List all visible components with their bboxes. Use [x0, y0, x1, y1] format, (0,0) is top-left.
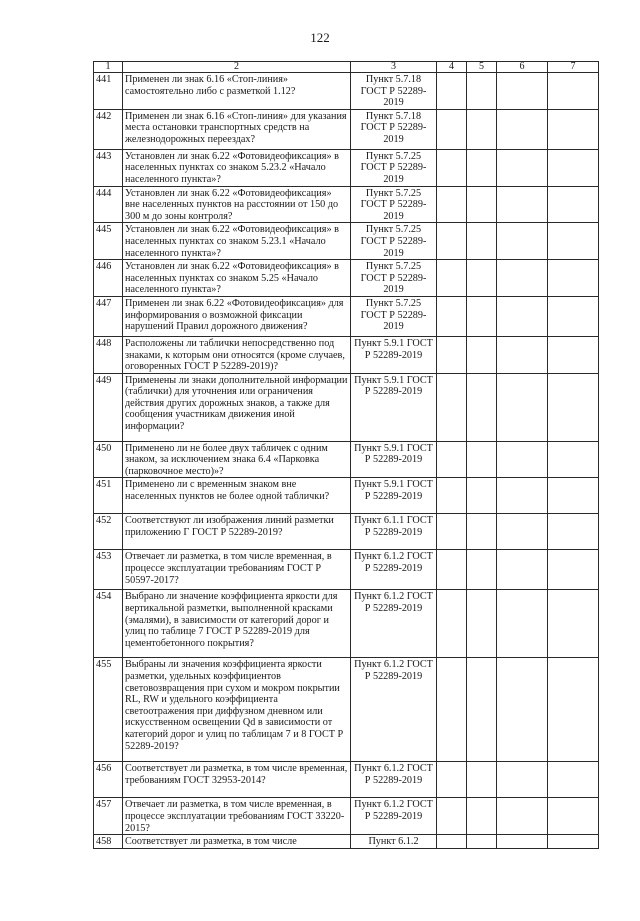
row-number: 452	[94, 514, 123, 550]
normative-reference: Пункт 6.1.2 ГОСТ Р 52289-2019	[351, 550, 437, 590]
answer-cell-col-5[interactable]	[467, 514, 497, 550]
answer-cell-col-6[interactable]	[497, 186, 548, 223]
answer-cell-col-5[interactable]	[467, 296, 497, 336]
answer-cell-col-4[interactable]	[437, 336, 467, 373]
normative-reference: Пункт 6.1.1 ГОСТ Р 52289-2019	[351, 514, 437, 550]
row-number: 451	[94, 478, 123, 514]
table-row	[94, 798, 599, 835]
answer-cell-col-5[interactable]	[467, 478, 497, 514]
normative-reference: Пункт 6.1.2 ГОСТ Р 52289-2019	[351, 590, 437, 658]
requirement-question: Установлен ли знак 6.22 «Фотовидеофиксация» вне населенных пунктов на расстоянии от 150 до 300 м до зоны контроля?	[123, 186, 351, 223]
normative-reference: Пункт 5.9.1 ГОСТ Р 52289-2019	[351, 441, 437, 478]
table-row	[94, 441, 599, 478]
row-number: 455	[94, 658, 123, 762]
answer-cell-col-7[interactable]	[548, 373, 599, 441]
requirement-question: Установлен ли знак 6.22 «Фотовидеофиксация» в населенных пунктах со знаком 5.23.2 «Начало населенного пункта»?	[123, 149, 351, 186]
answer-cell-col-6[interactable]	[497, 798, 548, 835]
requirement-question: Применены ли знаки дополнительной информации (таблички) для уточнения или ограничения действия других дорожных знаков, а также для сообщения участникам движения иной информации?	[123, 373, 351, 441]
answer-cell-col-5[interactable]	[467, 590, 497, 658]
answer-cell-col-7[interactable]	[548, 336, 599, 373]
answer-cell-col-5[interactable]	[467, 336, 497, 373]
normative-reference: Пункт 5.9.1 ГОСТ Р 52289-2019	[351, 373, 437, 441]
table-row	[94, 223, 599, 260]
column-header-7: 7	[548, 62, 599, 73]
answer-cell-col-7[interactable]	[548, 441, 599, 478]
row-number: 458	[94, 835, 123, 849]
normative-reference: Пункт 6.1.2 ГОСТ Р 52289-2019	[351, 762, 437, 798]
row-number: 457	[94, 798, 123, 835]
requirement-question: Выбраны ли значения коэффициента яркости разметки, удельных коэффициентов световозвращения при сухом и мокром покрытии RL, RW и удельного коэффициента светоотражения при диффузном дневном или искусственном освещении Qd в зависимости от категорий дорог и улиц по таблицам 7 и 8 ГОСТ Р 52289-2019?	[123, 658, 351, 762]
answer-cell-col-5[interactable]	[467, 260, 497, 297]
answer-cell-col-5[interactable]	[467, 149, 497, 186]
answer-cell-col-6[interactable]	[497, 441, 548, 478]
answer-cell-col-7[interactable]	[548, 223, 599, 260]
answer-cell-col-5[interactable]	[467, 223, 497, 260]
answer-cell-col-6[interactable]	[497, 590, 548, 658]
answer-cell-col-4[interactable]	[437, 73, 467, 110]
row-number: 456	[94, 762, 123, 798]
answer-cell-col-7[interactable]	[548, 835, 599, 849]
table-row	[94, 73, 599, 110]
answer-cell-col-5[interactable]	[467, 835, 497, 849]
row-number: 443	[94, 149, 123, 186]
answer-cell-col-5[interactable]	[467, 550, 497, 590]
answer-cell-col-7[interactable]	[548, 149, 599, 186]
answer-cell-col-7[interactable]	[548, 478, 599, 514]
answer-cell-col-5[interactable]	[467, 109, 497, 149]
answer-cell-col-5[interactable]	[467, 658, 497, 762]
table-row	[94, 478, 599, 514]
table-row	[94, 260, 599, 297]
requirement-question: Соответствует ли разметка, в том числе временная, требованиям ГОСТ 32953-2014?	[123, 762, 351, 798]
answer-cell-col-6[interactable]	[497, 149, 548, 186]
answer-cell-col-5[interactable]	[467, 73, 497, 110]
header-row	[94, 62, 599, 73]
answer-cell-col-6[interactable]	[497, 762, 548, 798]
normative-reference: Пункт 5.7.18 ГОСТ Р 52289-2019	[351, 109, 437, 149]
answer-cell-col-6[interactable]	[497, 658, 548, 762]
answer-cell-col-4[interactable]	[437, 296, 467, 336]
answer-cell-col-4[interactable]	[437, 109, 467, 149]
normative-reference: Пункт 6.1.2	[351, 835, 437, 849]
row-number: 453	[94, 550, 123, 590]
answer-cell-col-4[interactable]	[437, 373, 467, 441]
normative-reference: Пункт 5.9.1 ГОСТ Р 52289-2019	[351, 478, 437, 514]
row-number: 449	[94, 373, 123, 441]
requirement-question: Соответствуют ли изображения линий разметки приложению Г ГОСТ Р 52289-2019?	[123, 514, 351, 550]
normative-reference: Пункт 5.7.25 ГОСТ Р 52289-2019	[351, 260, 437, 297]
table-row	[94, 109, 599, 149]
table-row	[94, 336, 599, 373]
answer-cell-col-7[interactable]	[548, 514, 599, 550]
requirement-question: Выбрано ли значение коэффициента яркости для вертикальной разметки, выполненной красками (эмалями), в зависимости от категорий дорог и улиц по таблице 7 ГОСТ Р 52289-2019 для цементобетонного покрытия?	[123, 590, 351, 658]
requirement-question: Применен ли знак 6.16 «Стоп-линия» для указания места остановки транспортных средств на железнодорожных переездах?	[123, 109, 351, 149]
answer-cell-col-6[interactable]	[497, 550, 548, 590]
row-number: 441	[94, 73, 123, 110]
answer-cell-col-4[interactable]	[437, 590, 467, 658]
normative-reference: Пункт 6.1.2 ГОСТ Р 52289-2019	[351, 798, 437, 835]
answer-cell-col-5[interactable]	[467, 762, 497, 798]
answer-cell-col-6[interactable]	[497, 373, 548, 441]
answer-cell-col-7[interactable]	[548, 73, 599, 110]
row-number: 442	[94, 109, 123, 149]
normative-reference: Пункт 5.9.1 ГОСТ Р 52289-2019	[351, 336, 437, 373]
page-number: 122	[310, 30, 330, 45]
column-header-3: 3	[351, 62, 437, 73]
answer-cell-col-7[interactable]	[548, 186, 599, 223]
row-number: 447	[94, 296, 123, 336]
requirement-question: Применен ли знак 6.16 «Стоп-линия» самостоятельно либо с разметкой 1.12?	[123, 73, 351, 110]
answer-cell-col-7[interactable]	[548, 296, 599, 336]
answer-cell-col-4[interactable]	[437, 260, 467, 297]
column-header-2: 2	[123, 62, 351, 73]
normative-reference: Пункт 5.7.25 ГОСТ Р 52289-2019	[351, 186, 437, 223]
normative-reference: Пункт 6.1.2 ГОСТ Р 52289-2019	[351, 658, 437, 762]
requirement-question: Отвечает ли разметка, в том числе временная, в процессе эксплуатации требованиям ГОСТ 33220-2015?	[123, 798, 351, 835]
row-number: 445	[94, 223, 123, 260]
checklist-table	[93, 61, 599, 849]
normative-reference: Пункт 5.7.25 ГОСТ Р 52289-2019	[351, 149, 437, 186]
table-header	[94, 62, 599, 73]
row-number: 450	[94, 441, 123, 478]
answer-cell-col-5[interactable]	[467, 186, 497, 223]
table-row	[94, 762, 599, 798]
column-header-4: 4	[437, 62, 467, 73]
answer-cell-col-4[interactable]	[437, 441, 467, 478]
answer-cell-col-4[interactable]	[437, 514, 467, 550]
column-header-6: 6	[497, 62, 548, 73]
table-row	[94, 658, 599, 762]
requirement-question: Отвечает ли разметка, в том числе временная, в процессе эксплуатации требованиям ГОСТ Р 50597-2017?	[123, 550, 351, 590]
table-row	[94, 186, 599, 223]
answer-cell-col-6[interactable]	[497, 73, 548, 110]
answer-cell-col-7[interactable]	[548, 590, 599, 658]
answer-cell-col-6[interactable]	[497, 223, 548, 260]
row-number: 446	[94, 260, 123, 297]
answer-cell-col-4[interactable]	[437, 186, 467, 223]
answer-cell-col-4[interactable]	[437, 478, 467, 514]
table-row	[94, 373, 599, 441]
answer-cell-col-6[interactable]	[497, 336, 548, 373]
column-header-5: 5	[467, 62, 497, 73]
answer-cell-col-6[interactable]	[497, 514, 548, 550]
answer-cell-col-7[interactable]	[548, 658, 599, 762]
row-number: 448	[94, 336, 123, 373]
answer-cell-col-5[interactable]	[467, 441, 497, 478]
normative-reference: Пункт 5.7.18 ГОСТ Р 52289-2019	[351, 73, 437, 110]
answer-cell-col-7[interactable]	[548, 550, 599, 590]
row-number: 444	[94, 186, 123, 223]
answer-cell-col-4[interactable]	[437, 762, 467, 798]
answer-cell-col-4[interactable]	[437, 223, 467, 260]
answer-cell-col-6[interactable]	[497, 478, 548, 514]
answer-cell-col-6[interactable]	[497, 296, 548, 336]
table-row	[94, 550, 599, 590]
answer-cell-col-7[interactable]	[548, 260, 599, 297]
requirement-question: Применено ли не более двух табличек с одним знаком, за исключением знака 6.4 «Парковка (парковочное место)»?	[123, 441, 351, 478]
row-number: 454	[94, 590, 123, 658]
table-body	[94, 73, 599, 849]
answer-cell-col-7[interactable]	[548, 762, 599, 798]
table-row	[94, 514, 599, 550]
answer-cell-col-4[interactable]	[437, 550, 467, 590]
requirement-question: Применено ли с временным знаком вне населенных пунктов не более одной таблички?	[123, 478, 351, 514]
table-row	[94, 590, 599, 658]
column-header-1: 1	[94, 62, 123, 73]
table-row	[94, 835, 599, 849]
requirement-question: Соответствует ли разметка, в том числе	[123, 835, 351, 849]
answer-cell-col-7[interactable]	[548, 798, 599, 835]
answer-cell-col-4[interactable]	[437, 835, 467, 849]
answer-cell-col-6[interactable]	[497, 260, 548, 297]
answer-cell-col-5[interactable]	[467, 373, 497, 441]
answer-cell-col-7[interactable]	[548, 109, 599, 149]
normative-reference: Пункт 5.7.25 ГОСТ Р 52289-2019	[351, 296, 437, 336]
requirement-question: Установлен ли знак 6.22 «Фотовидеофиксация» в населенных пунктах со знаком 5.25 «Начало населенного пункта»?	[123, 260, 351, 297]
normative-reference: Пункт 5.7.25 ГОСТ Р 52289-2019	[351, 223, 437, 260]
requirement-question: Расположены ли таблички непосредственно под знаками, к которым они относятся (кроме случаев, оговоренных ГОСТ Р 52289-2019)?	[123, 336, 351, 373]
answer-cell-col-6[interactable]	[497, 109, 548, 149]
answer-cell-col-6[interactable]	[497, 835, 548, 849]
requirement-question: Применен ли знак 6.22 «Фотовидеофиксация» для информирования о возможной фиксации нарушений Правил дорожного движения?	[123, 296, 351, 336]
answer-cell-col-4[interactable]	[437, 149, 467, 186]
answer-cell-col-4[interactable]	[437, 658, 467, 762]
answer-cell-col-5[interactable]	[467, 798, 497, 835]
table-row	[94, 296, 599, 336]
requirement-question: Установлен ли знак 6.22 «Фотовидеофиксация» в населенных пунктах со знаком 5.23.1 «Начало населенного пункта»?	[123, 223, 351, 260]
answer-cell-col-4[interactable]	[437, 798, 467, 835]
table-row	[94, 149, 599, 186]
